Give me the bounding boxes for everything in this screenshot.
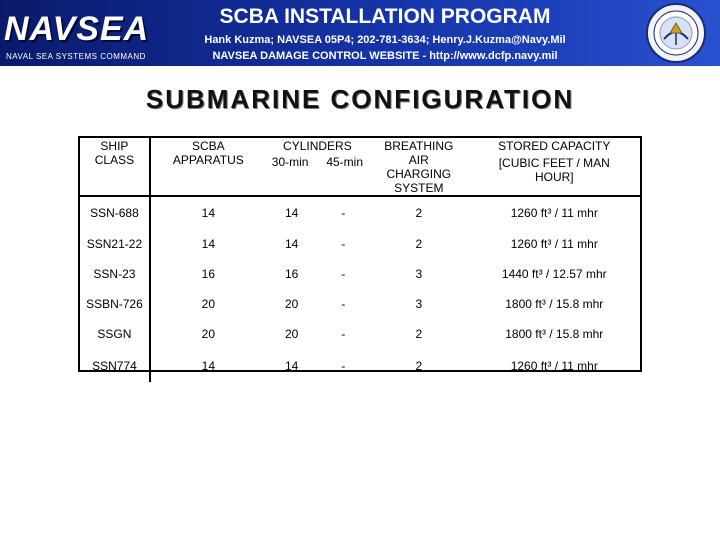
cell-scba: 14	[201, 236, 215, 251]
header-ship-class: SHIP CLASS	[80, 138, 150, 196]
cell-capacity: 1800 ft³ / 15.8 mhr	[505, 297, 604, 311]
cell-45-min: -	[341, 267, 346, 281]
table-row	[80, 289, 640, 319]
cell-scba: 20	[201, 297, 215, 311]
cell-45-min: -	[341, 205, 346, 220]
header-stored-capacity: STORED CAPACITY [CUBIC FEET / MAN HOUR]	[469, 138, 640, 196]
logo-text: NAVSEA	[4, 10, 150, 48]
cell-bacs: 3	[415, 267, 423, 281]
website-line: NAVSEA DAMAGE CONTROL WEBSITE - http://www.dcfp.navy.mil	[212, 50, 558, 62]
cell-45-min: -	[341, 297, 346, 311]
cell-ship-class: SSN774	[80, 349, 150, 382]
header-scba-apparatus: SCBA APPARATUS	[150, 138, 266, 196]
table-row	[80, 196, 640, 228]
cell-bacs: 2	[415, 236, 423, 251]
table-row	[80, 228, 640, 259]
navsea-logo	[4, 8, 154, 62]
configuration-table	[78, 136, 642, 372]
table-row	[80, 259, 640, 289]
cell-30-min: 20	[284, 327, 299, 341]
cell-45-min: -	[341, 358, 346, 373]
cell-scba: 16	[201, 267, 215, 281]
table-row	[80, 349, 640, 382]
cell-scba: 20	[201, 327, 215, 341]
header-30-min: 30-min	[271, 155, 309, 169]
cell-capacity: 1260 ft³ / 11 mhr	[510, 236, 598, 251]
table-header-row	[80, 138, 640, 196]
cell-bacs: 3	[415, 297, 423, 311]
section-heading: SUBMARINE CONFIGURATION	[145, 84, 575, 114]
cell-30-min: 14	[284, 236, 299, 251]
cell-45-min: -	[341, 236, 346, 251]
cell-bacs: 2	[415, 358, 423, 373]
contact-line: Hank Kuzma; NAVSEA 05P4; 202-781-3634; Henry.J.Kuzma@Navy.Mil	[204, 34, 566, 46]
cell-capacity: 1260 ft³ / 11 mhr	[510, 358, 598, 373]
cell-30-min: 20	[284, 297, 299, 311]
cell-scba: 14	[201, 358, 215, 373]
cell-bacs: 2	[415, 327, 423, 341]
cell-ship-class: SSN-688	[80, 196, 150, 228]
cell-ship-class: SSN21-22	[80, 228, 150, 259]
cell-45-min: -	[341, 327, 346, 341]
header-cylinders: CYLINDERS 30-min 45-min	[266, 138, 369, 196]
header-45-min: 45-min	[326, 155, 364, 169]
cell-capacity: 1260 ft³ / 11 mhr	[510, 205, 598, 220]
cell-ship-class: SSN-23	[80, 259, 150, 289]
cell-bacs: 2	[415, 205, 423, 220]
cell-scba: 14	[201, 205, 215, 220]
cell-ship-class: SSBN-726	[80, 289, 150, 319]
cell-ship-class: SSGN	[80, 319, 150, 349]
page-title: SCBA INSTALLATION PROGRAM	[219, 5, 551, 28]
cell-capacity: 1800 ft³ / 15.8 mhr	[505, 327, 604, 341]
table-row	[80, 319, 640, 349]
header-banner	[0, 0, 720, 66]
cell-30-min: 14	[284, 358, 299, 373]
header-breathing-air: BREATHING AIR CHARGING SYSTEM	[369, 138, 469, 196]
cell-30-min: 14	[284, 205, 299, 220]
cell-capacity: 1440 ft³ / 12.57 mhr	[501, 267, 607, 281]
logo-subtitle: NAVAL SEA SYSTEMS COMMAND	[6, 52, 146, 61]
navy-seal-icon	[646, 3, 706, 63]
cell-30-min: 16	[284, 267, 299, 281]
